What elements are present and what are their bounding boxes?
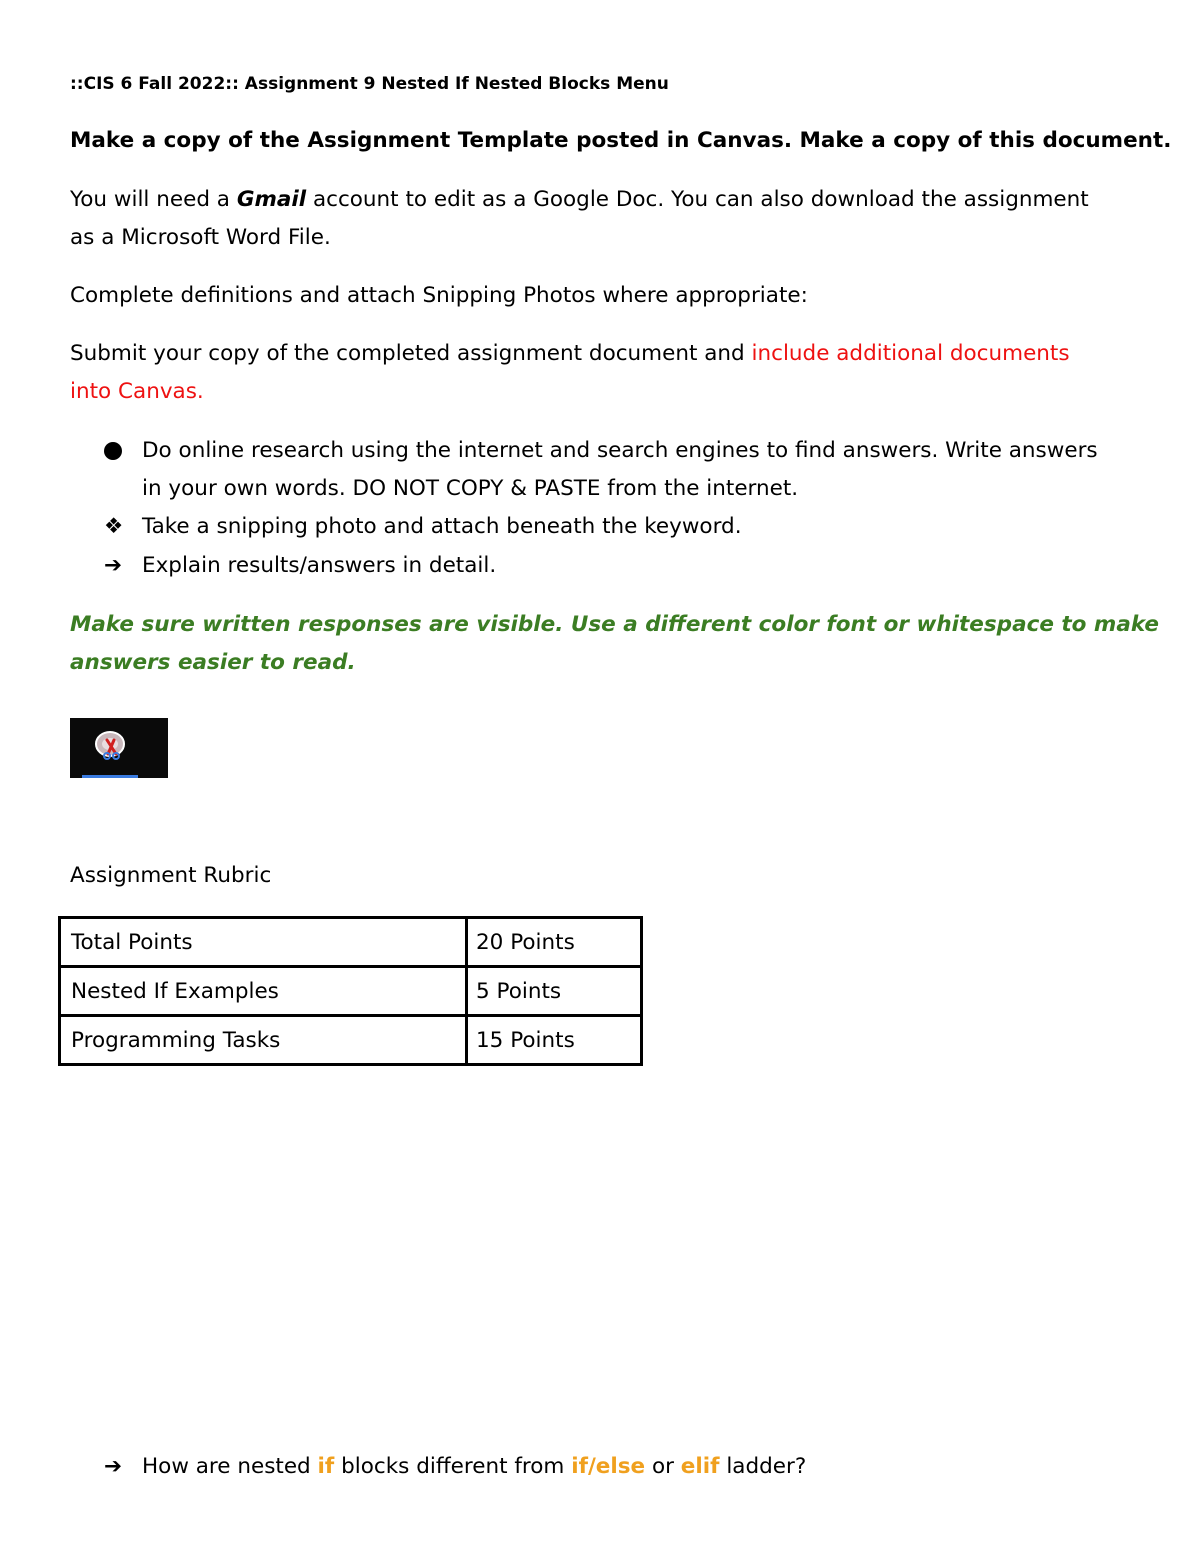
submit-paragraph-line2: into Canvas. <box>70 379 204 404</box>
bullet-research-text-2: in your own words. DO NOT COPY & PASTE from the internet. <box>142 476 799 501</box>
copy-instruction: Make a copy of the Assignment Template posted in Canvas. Make a copy of this document. <box>70 128 1172 153</box>
gmail-paragraph-line1 <box>70 181 1089 219</box>
arrow-bullet-icon: ➔ <box>104 553 123 578</box>
note-line2: answers easier to read. <box>70 650 356 675</box>
keyword-if-else: if/else <box>571 1454 646 1479</box>
table-row <box>60 918 642 967</box>
bullet-research-text-1: Do online research using the internet and search engines to find answers. Write answers <box>142 438 1098 463</box>
bullet-explain <box>104 547 496 585</box>
bullet-explain-text: Explain results/answers in detail. <box>142 553 497 578</box>
keyword-elif: elif <box>680 1454 720 1479</box>
bullet-research-cont <box>104 470 798 508</box>
definitions-paragraph: Complete definitions and attach Snipping Photos where appropriate: <box>70 283 808 308</box>
rubric-title: Assignment Rubric <box>70 863 272 888</box>
document-header: ::CIS 6 Fall 2022:: Assignment 9 Nested If Nested Blocks Menu <box>70 74 669 94</box>
question-nested-if <box>104 1448 806 1486</box>
arrow-bullet-icon: ➔ <box>104 1454 123 1479</box>
table-row <box>60 967 642 1016</box>
diamond-bullet-icon: ❖ <box>104 514 124 539</box>
submit-pre: Submit your copy of the completed assignment document and <box>70 341 752 366</box>
submit-red-text: include additional documents <box>751 341 1070 366</box>
gmail-post: account to edit as a Google Doc. You can also download the assignment <box>306 187 1089 212</box>
rubric-item: Total Points <box>60 918 467 967</box>
submit-paragraph-line1 <box>70 335 1070 373</box>
note-line1: Make sure written responses are visible. Use a different color font or whitespace to make <box>70 612 1159 637</box>
rubric-item: Programming Tasks <box>60 1016 467 1065</box>
bullet-snipping-text: Take a snipping photo and attach beneath the keyword. <box>142 514 742 539</box>
rubric-points: 20 Points <box>467 918 642 967</box>
rubric-points: 5 Points <box>467 967 642 1016</box>
question-text: How are nested if blocks different from if/else or elif ladder? <box>142 1454 807 1479</box>
bullet-snipping <box>104 508 742 546</box>
keyword-if: if <box>317 1454 335 1479</box>
bullet-research <box>104 432 1098 473</box>
gmail-word: Gmail <box>236 187 307 212</box>
gmail-pre: You will need a <box>70 187 237 212</box>
rubric-points: 15 Points <box>467 1016 642 1065</box>
snipping-tool-icon <box>70 718 168 778</box>
rubric-table <box>58 916 643 1066</box>
gmail-paragraph-line2: as a Microsoft Word File. <box>70 225 331 250</box>
rubric-item: Nested If Examples <box>60 967 467 1016</box>
table-row <box>60 1016 642 1065</box>
bullet-dot-icon <box>104 432 142 473</box>
